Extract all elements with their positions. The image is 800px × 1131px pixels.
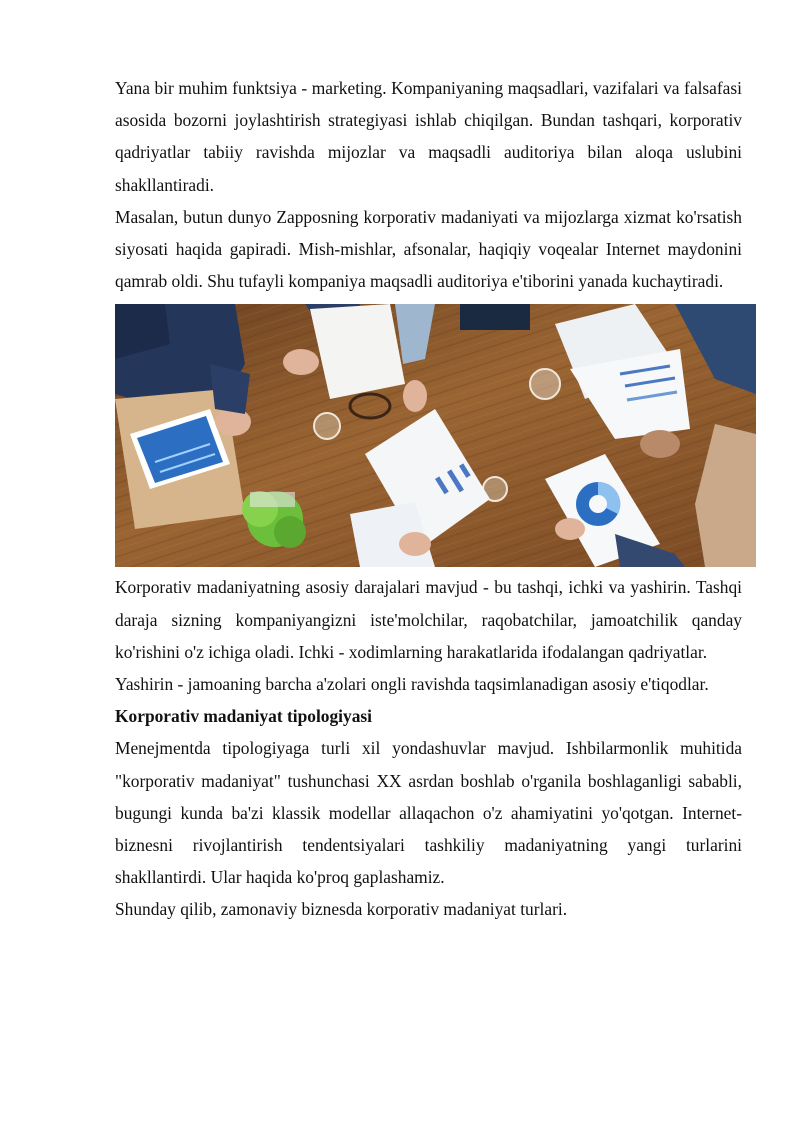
paragraph-culture-levels: Korporativ madaniyatning asosiy darajalari mavjud - bu tashqi, ichki va yashirin. Tashqi daraja sizning kompaniyangizni iste'molchilar, raqobatchilar, jamoatchilik qanday ko'rishini o'z ichiga oladi. Ichki - xodimlarning harakatlarida ifodalangan qadriyatlar. [115, 577, 742, 662]
document-body [115, 72, 742, 926]
paragraph-zappos-example: Masalan, butun dunyo Zapposning korporativ madaniyati va mijozlarga xizmat ko'rsatish siyosati haqida gapiradi. Mish-mishlar, afsonalar, haqiqiy voqealar Internet maydonini qamrab oldi. Shu tufayli kompaniya maqsadli auditoriya e'tiborini yanada kuchaytiradi. [115, 206, 742, 292]
paragraph-conclusion: Shunday qilib, zamonaviy biznesda korporativ madaniyat turlari. [115, 899, 568, 920]
hand [283, 349, 319, 375]
paragraph-typology: Menejmentda tipologiyaga turli xil yondashuvlar mavjud. Ishbilarmonlik muhitida "korporativ madaniyat" tushunchasi XX asrdan boshlab o'rganila boshlaganligi sababli, bugungi kunda ba'zi klassik modellar allaqachon o'z ahamiyatini yo'qotgan. Internet-biznesni rivojlantirish tendentsiyalari tashkiliy madaniyatning yangi turlarini shakllantirdi. Ular haqida ko'proq gaplashamiz. [115, 738, 742, 888]
glass-cup [530, 369, 560, 399]
section-heading: Korporativ madaniyat tipologiyasi [115, 706, 373, 727]
meeting-photo [115, 304, 756, 567]
paragraph-hidden-level: Yashirin - jamoaning barcha a'zolari ongli ravishda taqsimlanadigan asosiy e'tiqodlar. [115, 674, 709, 695]
paragraph-marketing: Yana bir muhim funktsiya - marketing. Kompaniyaning maqsadlari, vazifalari va falsafasi asosida bozorni joylashtirish strategiyasi ishlab chiqilgan. Bundan tashqari, korporativ qadriyatlar tabiiy ravishda mijozlar va maqsadli auditoriya bilan aloqa uslubini shakllantiradi. [115, 78, 742, 195]
meeting-table-illustration [115, 304, 756, 567]
